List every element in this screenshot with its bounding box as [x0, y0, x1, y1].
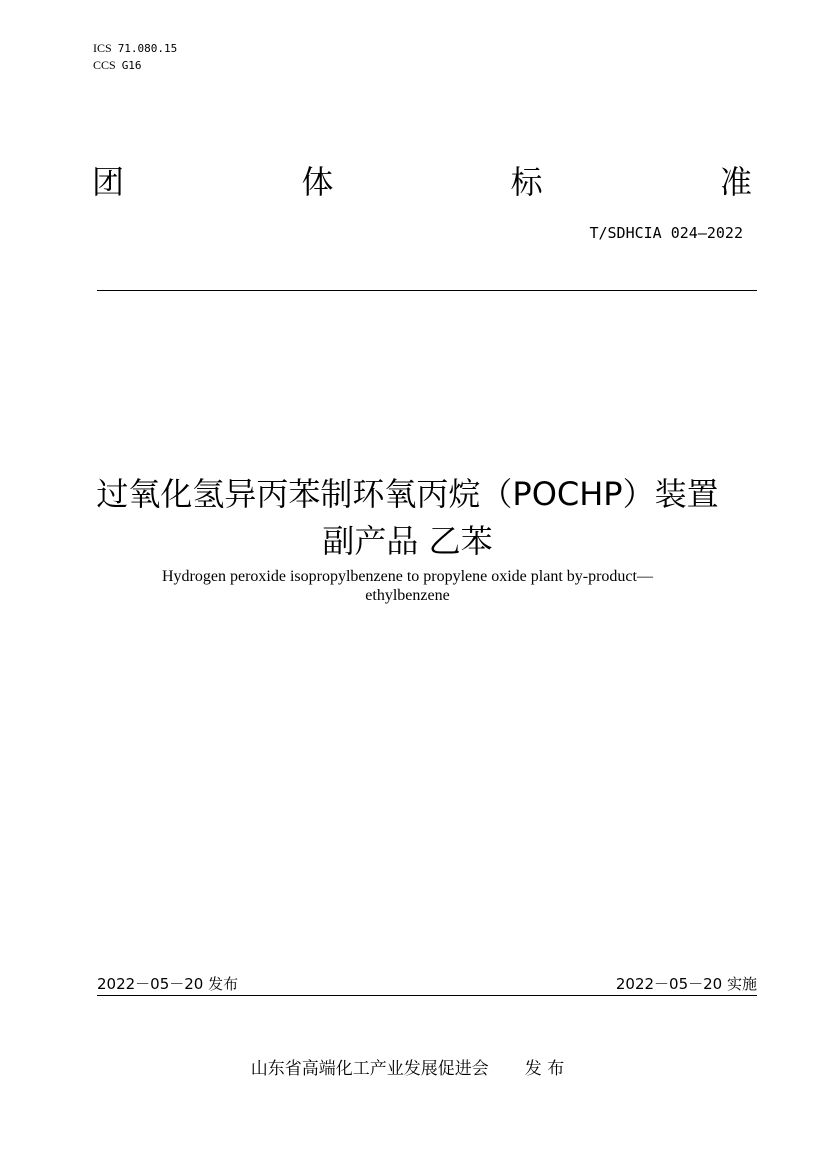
- publisher-line: [0, 1054, 815, 1079]
- title-en-line2: ethylbenzene: [365, 587, 450, 604]
- standard-type-heading: [92, 160, 752, 200]
- standard-type-char: 团: [92, 163, 125, 201]
- title-zh-line1: 过氧化氢异丙苯制环氧丙烷（POCHP）装置: [96, 475, 719, 513]
- title-en-line1: Hydrogen peroxide isopropylbenzene to propylene oxide plant by-product—: [162, 568, 653, 585]
- footer-divider: [97, 995, 757, 996]
- classification-block: [93, 40, 177, 74]
- publisher-action: 发 布: [524, 1059, 565, 1079]
- ccs-label: CCS: [93, 58, 116, 72]
- title-en: [120, 567, 695, 605]
- title-zh-line2: 副产品 乙苯: [322, 522, 493, 560]
- implement-date: 2022－05－20 实施: [615, 974, 757, 993]
- ics-label: ICS: [93, 41, 112, 55]
- ics-code: 71.080.15: [117, 42, 178, 55]
- ccs-line: [93, 57, 177, 74]
- standard-type-char: 体: [301, 163, 334, 201]
- date-row: [97, 972, 757, 994]
- ccs-code: G16: [121, 59, 142, 72]
- publisher-name: 山东省高端化工产业发展促进会: [250, 1059, 489, 1079]
- standard-type-char: 标: [510, 163, 543, 201]
- standard-type-char: 准: [719, 163, 752, 201]
- header-divider: [97, 290, 757, 291]
- release-date: 2022－05－20 发布: [97, 974, 239, 993]
- standard-number: T/SDHCIA 024—2022: [589, 224, 743, 242]
- ics-line: [93, 40, 177, 57]
